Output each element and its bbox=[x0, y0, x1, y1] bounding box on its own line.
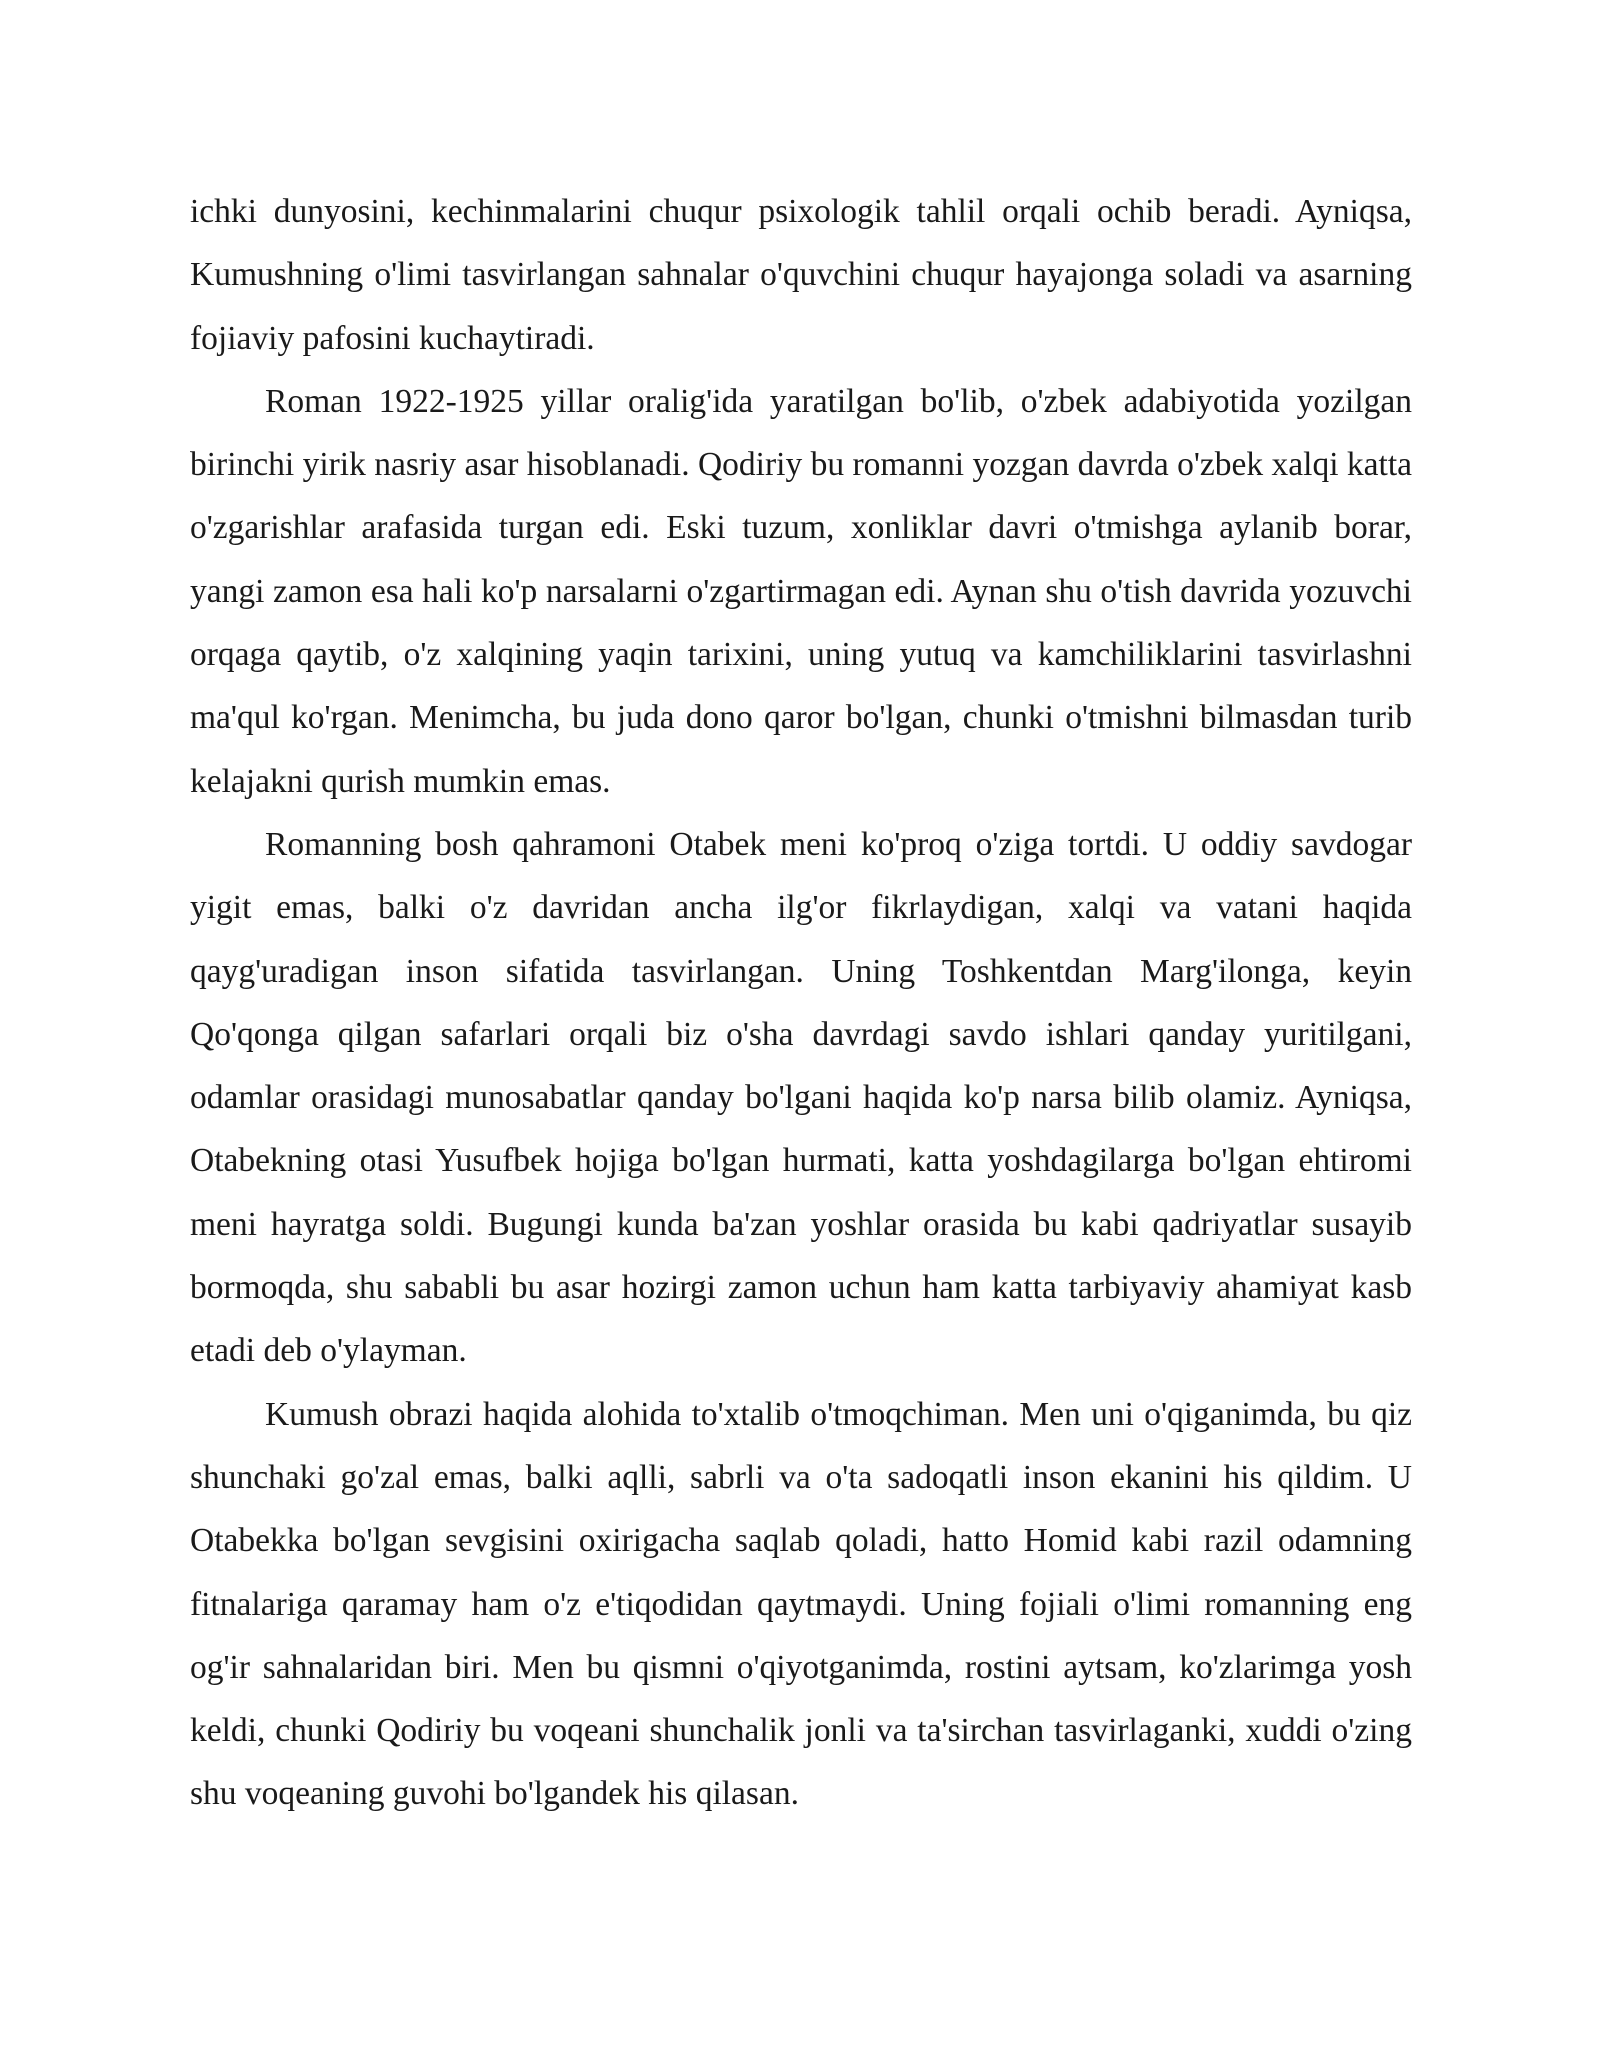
paragraph-novel-history: Roman 1922-1925 yillar oralig'ida yaratilgan bo'lib, o'zbek adabiyotida yozilgan birinchi yirik nasriy asar hisoblanadi. Qodiriy bu romanni yozgan davrda o'zbek xalqi katta o'zgarishlar arafasida turgan edi. Eski tuzum, xonliklar davri o'tmishga aylanib borar, yangi zamon esa hali ko'p narsalarni o'zgartirmagan edi. Aynan shu o'tish davrida yozuvchi orqaga qaytib, o'z xalqining yaqin tarixini, uning yutuq va kamchiliklarini tasvirlashni ma'qul ko'rgan. Menimcha, bu juda dono qaror bo'lgan, chunki o'tmishni bilmasdan turib kelajakni qurish mumkin emas. bbox=[190, 382, 1412, 800]
body-text bbox=[190, 180, 1412, 1826]
paragraph-continuation: ichki dunyosini, kechinmalarini chuqur psixologik tahlil orqali ochib beradi. Ayniqsa, Kumushning o'limi tasvirlangan sahnalar o'quvchini chuqur hayajonga soladi va asarning fojiaviy pafosini kuchaytiradi. bbox=[190, 193, 1412, 357]
paragraph-otabek: Romanning bosh qahramoni Otabek meni ko'proq o'ziga tortdi. U oddiy savdogar yigit emas, balki o'z davridan ancha ilg'or fikrlaydigan, xalqi va vatani haqida qayg'uradigan inson sifatida tasvirlangan. Uning Toshkentdan Marg'ilonga, keyin Qo'qonga qilgan safarlari orqali biz o'sha davrdagi savdo ishlari qanday yuritilgani, odamlar orasidagi munosabatlar qanday bo'lgani haqida ko'p narsa bilib olamiz. Ayniqsa, Otabekning otasi Yusufbek hojiga bo'lgan hurmati, katta yoshdagilarga bo'lgan ehtiromi meni hayratga soldi. Bugungi kunda ba'zan yoshlar orasida bu kabi qadriyatlar susayib bormoqda, shu sababli bu asar hozirgi zamon uchun ham katta tarbiyaviy ahamiyat kasb etadi deb o'ylayman. bbox=[190, 825, 1412, 1370]
paragraph-kumush: Kumush obrazi haqida alohida to'xtalib o'tmoqchiman. Men uni o'qiganimda, bu qiz shunchaki go'zal emas, balki aqlli, sabrli va o'ta sadoqatli inson ekanini his qildim. U Otabekka bo'lgan sevgisini oxirigacha saqlab qoladi, hatto Homid kabi razil odamning fitnalariga qaramay ham o'z e'tiqodidan qaytmaydi. Uning fojiali o'limi romanning eng og'ir sahnalaridan biri. Men bu qismni o'qiyotganimda, rostini aytsam, ko'zlarimga yosh keldi, chunki Qodiriy bu voqeani shunchalik jonli va ta'sirchan tasvirlaganki, xuddi o'zing shu voqeaning guvohi bo'lgandek his qilasan. bbox=[190, 1395, 1412, 1813]
